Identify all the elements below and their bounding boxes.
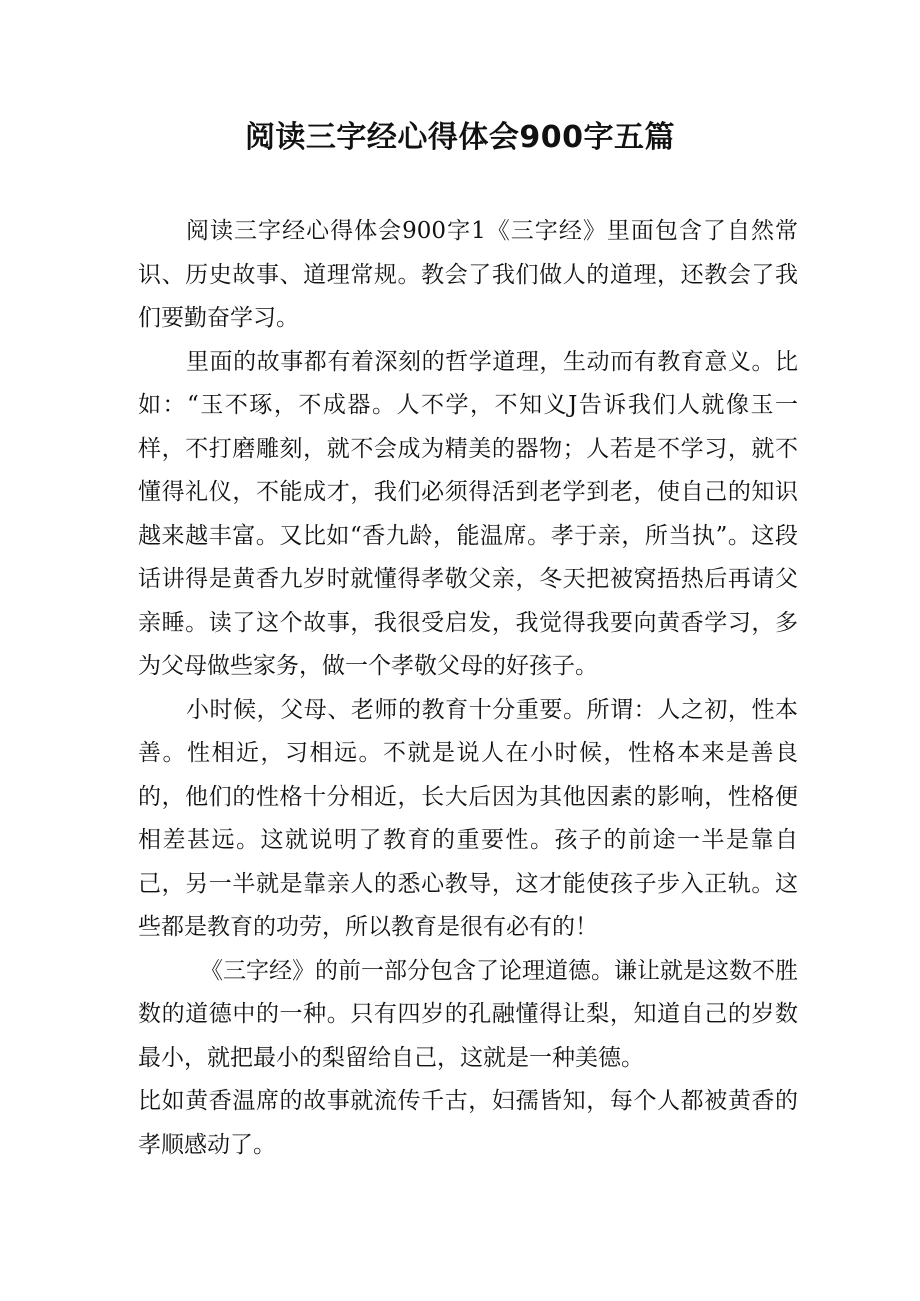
paragraph-5: 比如黄香温席的故事就流传千古，妇孺皆知，每个人都被黄香的孝顺感动了。: [138, 1088, 798, 1158]
document-title: 阅读三字经心得体会900字五篇: [244, 120, 676, 155]
paragraph-3: 小时候，父母、老师的教育十分重要。所谓：人之初，性本善。性相近，习相远。不就是说人在小时候，性格本来是善良的，他们的性格十分相近，长大后因为其他因素的影响，性格便相差甚远。这就说明了教育的重要性。孩子的前途一半是靠自己，另一半就是靠亲人的悉心教导，这才能使孩子步入正轨。这些都是教育的功劳，所以教育是很有必有的！: [138, 696, 798, 940]
paragraph-2: 里面的故事都有着深刻的哲学道理，生动而有教育意义。比如：“玉不琢，不成器。人不学，不知义J告诉我们人就像玉一样，不打磨雕刻，就不会成为精美的器物；人若是不学习，就不懂得礼仪，不能成才，我们必须得活到老学到老，使自己的知识越来越丰富。又比如“香九龄，能温席。孝于亲，所当执”。这段话讲得是黄香九岁时就懂得孝敬父亲，冬天把被窝捂热后再请父亲睡。读了这个故事，我很受启发，我觉得我要向黄香学习，多为父母做些家务，做一个孝敬父母的好孩子。: [138, 348, 798, 679]
paragraph-4: 《三字经》的前一部分包含了论理道德。谦让就是这数不胜数的道德中的一种。只有四岁的孔融懂得让梨，知道自己的岁数最小，就把最小的梨留给自己，这就是一种美德。: [138, 957, 798, 1071]
paragraph-1: 阅读三字经心得体会900字1《三字经》里面包含了自然常识、历史故事、道理常规。教会了我们做人的道理，还教会了我们要勤奋学习。: [138, 218, 798, 331]
document-body: [138, 210, 798, 1167]
